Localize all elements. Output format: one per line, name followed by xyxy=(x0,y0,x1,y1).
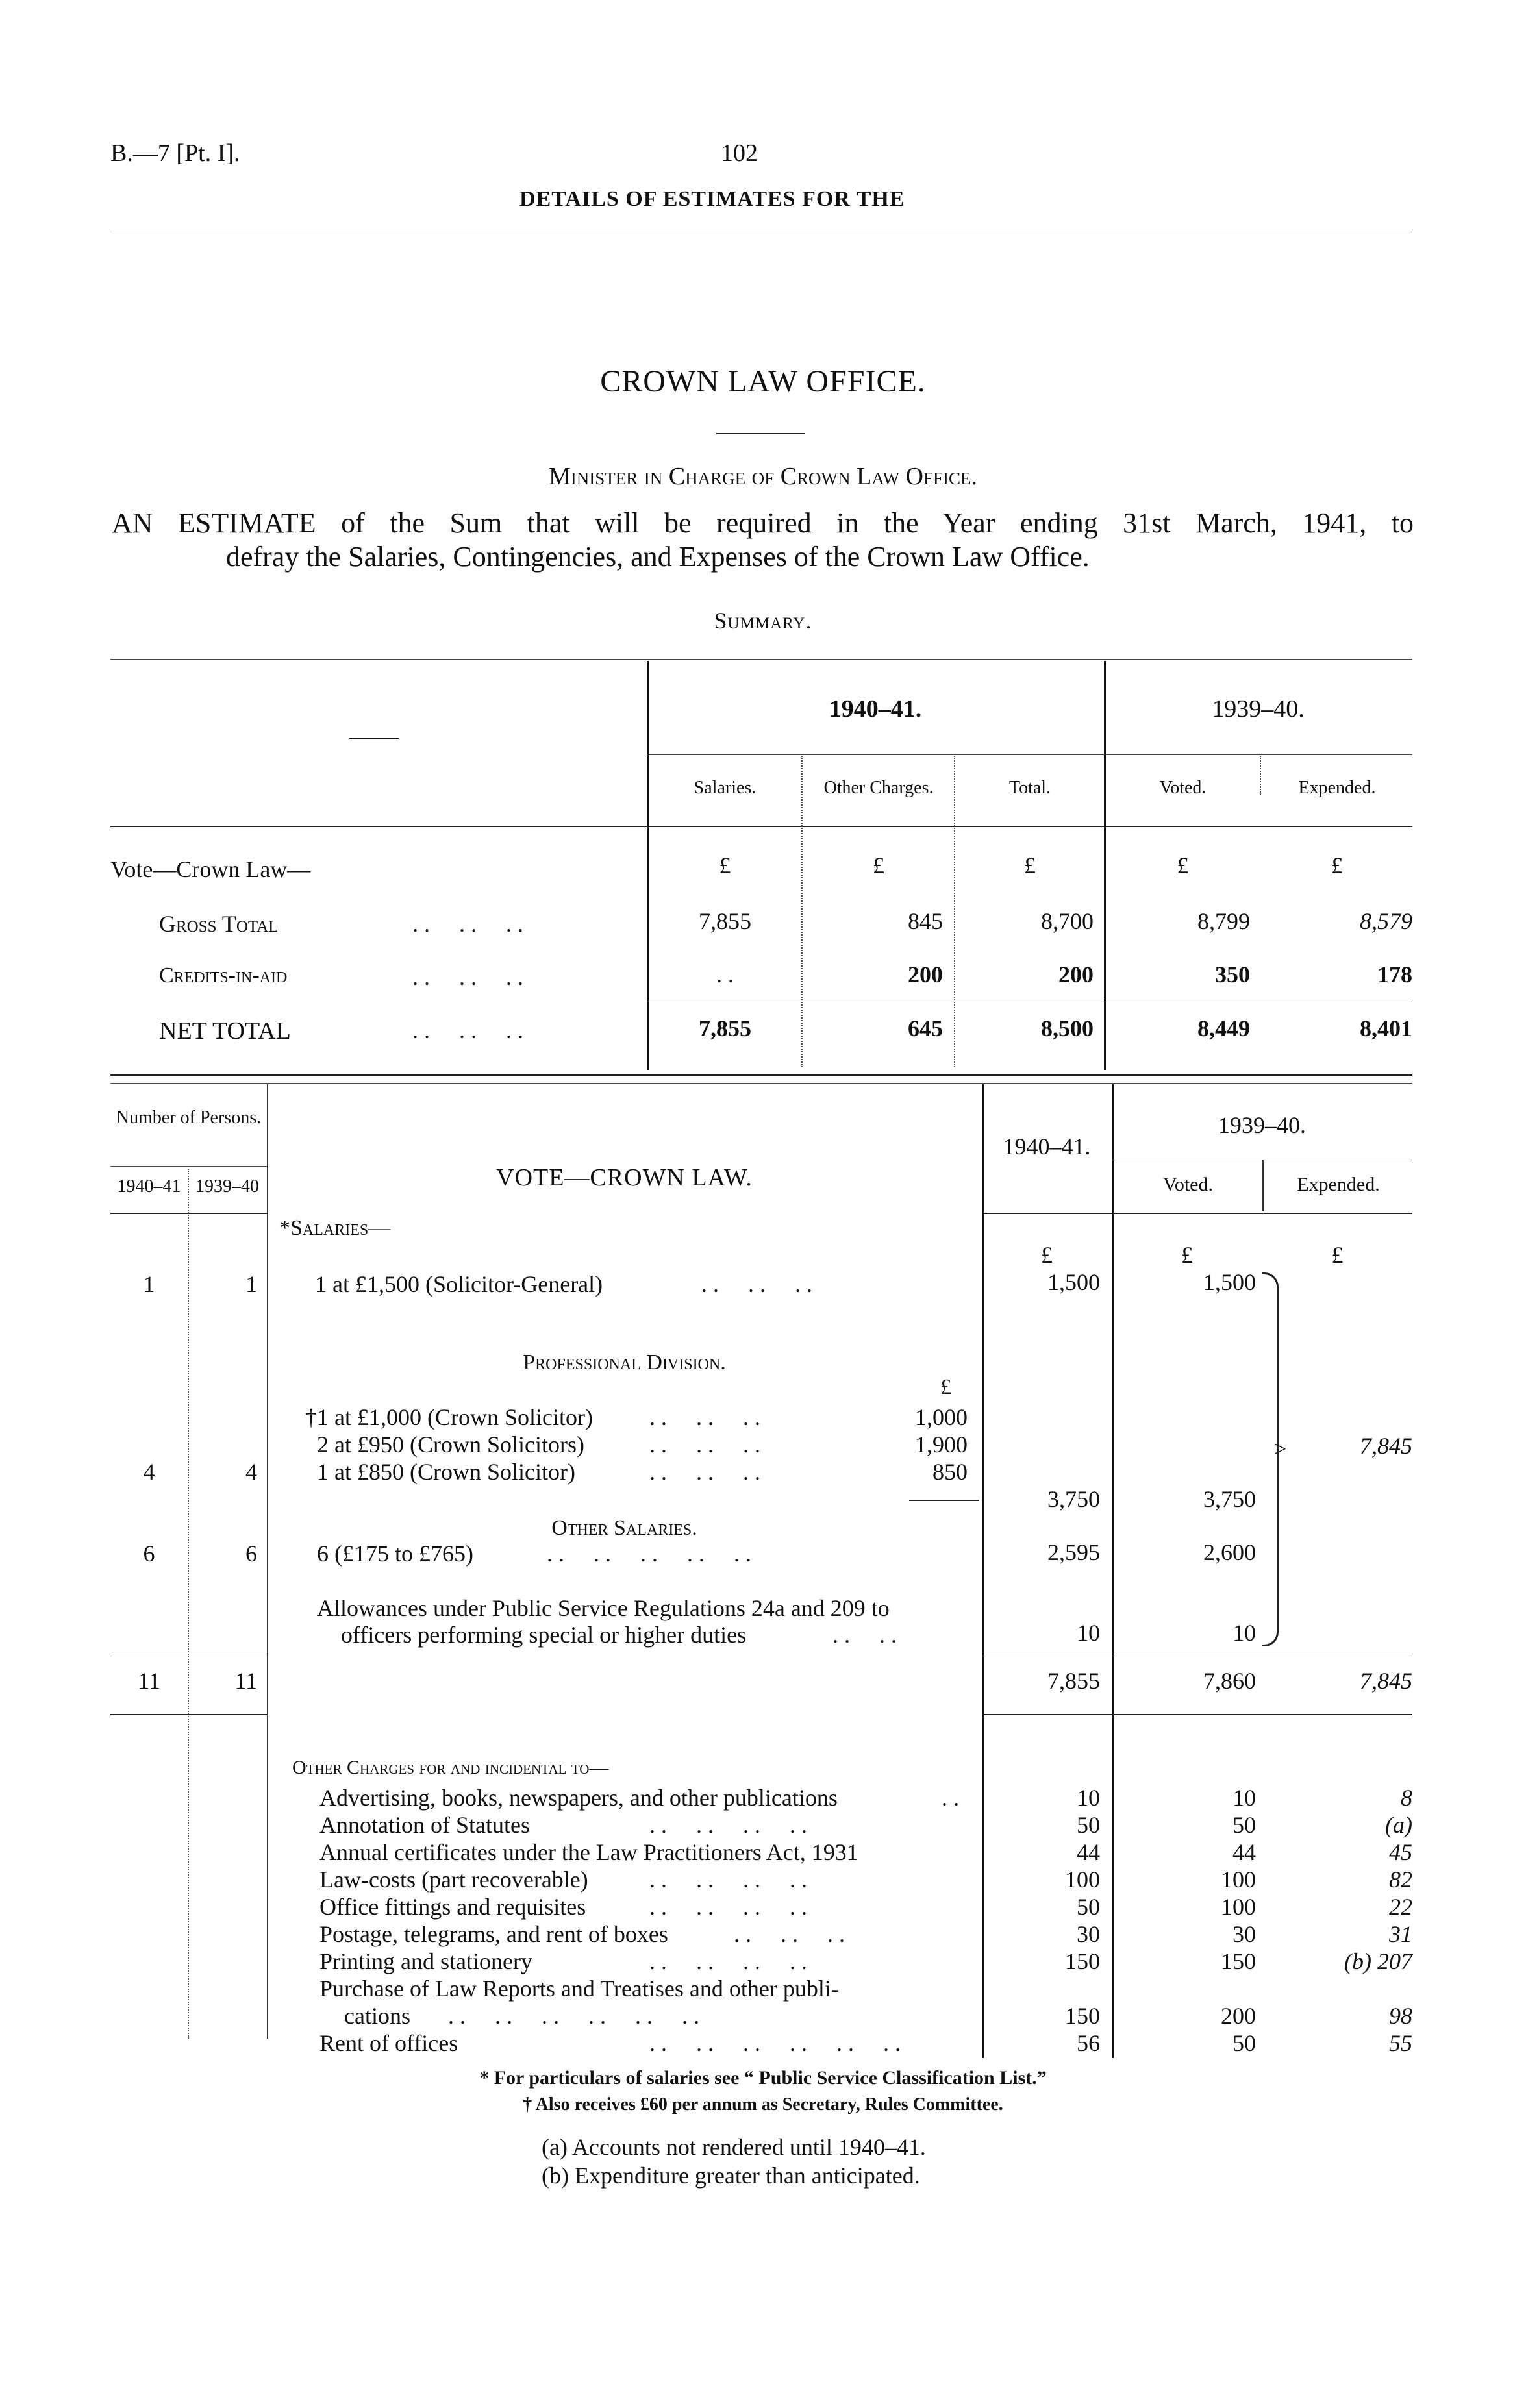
persons-1939: 1 xyxy=(245,1271,257,1297)
persons-1940: 1 xyxy=(143,1271,155,1297)
detail-vline-voted xyxy=(1262,1160,1264,1211)
persons-total-1940: 11 xyxy=(138,1668,160,1694)
detail-col-voted: Voted. xyxy=(1163,1174,1213,1195)
other-charge-voted: 150 xyxy=(1221,1948,1256,1974)
professional-item-dots: . . . . . . xyxy=(649,1432,760,1458)
summary-dash: —— xyxy=(349,723,399,750)
summary-col-voted: Voted. xyxy=(1159,778,1207,798)
allowances-dots: . . . . xyxy=(832,1622,897,1648)
other-charge-voted: 44 xyxy=(1232,1839,1256,1865)
other-charge-current: 150 xyxy=(1065,2003,1100,2029)
other-charge-current: 50 xyxy=(1077,1812,1100,1838)
summary-currency-expended: £ xyxy=(1331,852,1343,878)
other-charge-voted: 50 xyxy=(1232,2030,1256,2056)
summary-cell-other: 645 xyxy=(908,1015,943,1041)
other-charges-heading: Other Charges for and incidental to— xyxy=(292,1757,609,1778)
salaries-total-bottom-rule xyxy=(984,1714,1412,1715)
detail-top-rule xyxy=(110,1083,1412,1084)
summary-currency-voted: £ xyxy=(1177,852,1189,878)
detail-vline-persons xyxy=(267,1084,268,2039)
brace-point-icon: > xyxy=(1274,1437,1287,1461)
summary-col-salaries: Salaries. xyxy=(694,778,757,798)
other-charge-label: Advertising, books, newspapers, and other publications xyxy=(319,1785,838,1811)
allowances-current: 10 xyxy=(1077,1620,1100,1646)
other-charge-label: Purchase of Law Reports and Treatises and other publi- xyxy=(319,1976,839,2002)
amount-voted: 1,500 xyxy=(1203,1269,1256,1295)
professional-item-amount: 1,000 xyxy=(915,1404,968,1430)
other-charge-voted: 30 xyxy=(1232,1921,1256,1947)
summary-currency-salaries: £ xyxy=(719,852,731,878)
summary-subheader-rule xyxy=(649,754,1412,755)
summary-year-current: 1940–41. xyxy=(829,695,922,723)
persons-subheader-rule xyxy=(110,1166,267,1167)
persons-col-1940: 1940–41 xyxy=(117,1176,181,1197)
other-charge-current: 100 xyxy=(1065,1867,1100,1893)
running-title: DETAILS OF ESTIMATES FOR THE xyxy=(519,187,905,211)
detail-col-expended: Expended. xyxy=(1297,1174,1380,1195)
summary-cell-salaries: 7,855 xyxy=(699,1015,751,1041)
professional-division-heading: Professional Division. xyxy=(523,1350,726,1374)
professional-item: †1 at £1,000 (Crown Solicitor) xyxy=(305,1404,593,1430)
summary-cell-total: 8,500 xyxy=(1041,1015,1094,1041)
summary-col-expended: Expended. xyxy=(1298,778,1376,798)
other-charge-label: Printing and stationery xyxy=(319,1948,532,1974)
summary-top-rule xyxy=(110,659,1412,660)
detail-year-current: 1940–41. xyxy=(1003,1134,1091,1160)
other-charge-expended: 98 xyxy=(1389,2003,1412,2029)
other-charge-dots: . . xyxy=(942,1785,959,1811)
document-reference: B.—7 [Pt. I]. xyxy=(110,140,240,167)
other-charge-label: Annotation of Statutes xyxy=(319,1812,530,1838)
other-charge-dots: . . . . . . . . xyxy=(649,1948,807,1974)
amount-voted: 2,600 xyxy=(1203,1539,1256,1565)
summary-currency-total: £ xyxy=(1024,852,1036,878)
other-charge-expended: (b) 207 xyxy=(1344,1948,1412,1974)
other-charge-voted: 200 xyxy=(1221,2003,1256,2029)
summary-year-previous: 1939–40. xyxy=(1212,695,1305,723)
professional-item-amount: 1,900 xyxy=(915,1432,968,1458)
summary-col-total: Total. xyxy=(1008,778,1051,798)
detail-currency-expended: £ xyxy=(1331,1242,1344,1268)
professional-item: 2 at £950 (Crown Solicitors) xyxy=(317,1432,584,1458)
footnote-b: (b) Expenditure greater than anticipated. xyxy=(542,2163,920,2189)
other-charge-expended: 45 xyxy=(1389,1839,1412,1865)
persons-1940: 4 xyxy=(143,1459,155,1485)
other-charge-expended: 8 xyxy=(1401,1785,1412,1811)
other-charge-current: 50 xyxy=(1077,1894,1100,1920)
summary-cell-expended: 8,401 xyxy=(1360,1015,1412,1041)
salary-item: 1 at £1,500 (Solicitor-General) xyxy=(315,1271,603,1297)
salary-item-dots: . . . . . . . . . . xyxy=(547,1541,751,1567)
summary-row-label: Credits-in-aid xyxy=(159,963,288,987)
summary-cell-voted: 8,799 xyxy=(1197,908,1250,934)
summary-col-other: Other Charges. xyxy=(823,778,934,798)
summary-cell-salaries: . . xyxy=(716,962,734,987)
other-charge-current: 30 xyxy=(1077,1921,1100,1947)
persons-col-1939: 1939–40 xyxy=(195,1176,259,1197)
summary-cell-voted: 8,449 xyxy=(1197,1015,1250,1041)
other-charge-current: 56 xyxy=(1077,2030,1100,2056)
professional-item-dots: . . . . . . xyxy=(649,1459,760,1485)
summary-row-dots: . . . . . . xyxy=(412,911,523,937)
summary-vline-voted xyxy=(1260,756,1261,795)
professional-current: 3,750 xyxy=(1047,1486,1100,1512)
persons-total-bottom-rule xyxy=(110,1714,267,1715)
persons-1939: 4 xyxy=(245,1459,257,1485)
other-charge-current: 150 xyxy=(1065,1948,1100,1974)
other-salaries-heading: Other Salaries. xyxy=(551,1516,697,1540)
estimate-line-1: AN ESTIMATE of the Sum that will be required in the Year ending 31st March, 1941, to xyxy=(112,507,1414,539)
salary-item-dots: . . . . . . xyxy=(701,1271,812,1297)
summary-vline-salaries xyxy=(801,756,803,1067)
other-charge-expended: 55 xyxy=(1389,2030,1412,2056)
detail-header-rule xyxy=(984,1213,1412,1214)
summary-row-label: NET TOTAL xyxy=(159,1017,291,1045)
professional-item-dots: . . . . . . xyxy=(649,1404,760,1430)
other-charge-voted: 100 xyxy=(1221,1867,1256,1893)
detail-currency-current: £ xyxy=(1041,1242,1053,1268)
other-charge-voted: 100 xyxy=(1221,1894,1256,1920)
detail-vline-persons-mid xyxy=(188,1169,189,2039)
amount-current: 1,500 xyxy=(1047,1269,1100,1295)
amount-current: 2,595 xyxy=(1047,1539,1100,1565)
other-charge-label: Postage, telegrams, and rent of boxes xyxy=(319,1921,668,1947)
other-charge-dots: . . . . . . . . xyxy=(649,1867,807,1893)
page-number: 102 xyxy=(721,140,758,167)
estimate-line-2: defray the Salaries, Contingencies, and Expenses of the Crown Law Office. xyxy=(226,541,1090,573)
persons-total-1939: 11 xyxy=(234,1668,257,1694)
other-charge-label: Office fittings and requisites xyxy=(319,1894,586,1920)
other-charge-dots: . . . . . . . . xyxy=(649,1812,807,1838)
other-charge-expended: 22 xyxy=(1389,1894,1412,1920)
title-rule xyxy=(716,433,805,434)
professional-item-amount: 850 xyxy=(932,1459,968,1485)
summary-cell-other: 845 xyxy=(908,908,943,934)
professional-subtotal-rule xyxy=(909,1500,979,1501)
other-charge-expended: (a) xyxy=(1385,1812,1412,1838)
other-charge-label: Law-costs (part recoverable) xyxy=(319,1867,588,1893)
summary-bottom-rule xyxy=(110,1074,1412,1076)
other-charge-current: 44 xyxy=(1077,1839,1100,1865)
summary-cell-salaries: 7,855 xyxy=(699,908,751,934)
other-charge-voted: 10 xyxy=(1232,1785,1256,1811)
detail-year-previous: 1939–40. xyxy=(1218,1112,1306,1138)
minister-heading: Minister in Charge of Crown Law Office. xyxy=(549,463,977,490)
other-charge-current: 10 xyxy=(1077,1785,1100,1811)
summary-cell-expended: 178 xyxy=(1377,962,1412,987)
summary-vote-label: Vote—Crown Law— xyxy=(110,856,311,882)
other-charge-dots: . . . . . . xyxy=(734,1921,845,1947)
summary-heading: Summary. xyxy=(714,608,812,634)
summary-cell-other: 200 xyxy=(908,962,943,987)
other-charge-dots: . . . . . . . . . . . . xyxy=(649,2030,901,2056)
summary-row-label: Gross Total xyxy=(159,911,279,937)
salaries-total-expended: 7,845 xyxy=(1360,1668,1412,1694)
other-charge-label: Rent of offices xyxy=(319,2030,458,2056)
allowances-voted: 10 xyxy=(1232,1620,1256,1646)
summary-row-dots: . . . . . . xyxy=(412,964,523,990)
office-title: CROWN LAW OFFICE. xyxy=(600,364,926,399)
summary-row-dots: . . . . . . xyxy=(412,1017,523,1043)
summary-cell-total: 8,700 xyxy=(1041,908,1094,934)
other-charge-dots: . . . . . . . . xyxy=(649,1894,807,1920)
allowances-line-1: Allowances under Public Service Regulations 24a and 209 to xyxy=(317,1595,890,1621)
professional-item: 1 at £850 (Crown Solicitor) xyxy=(317,1459,575,1485)
other-charge-dots: . . . . . . . . . . . . xyxy=(448,2003,699,2029)
footnote-dagger: † Also receives £60 per annum as Secretary, Rules Committee. xyxy=(523,2094,1003,2115)
number-of-persons-heading: Number of Persons. xyxy=(116,1108,262,1128)
other-charge-voted: 50 xyxy=(1232,1812,1256,1838)
footnote-a: (a) Accounts not rendered until 1940–41. xyxy=(542,2134,926,2160)
salary-item: 6 (£175 to £765) xyxy=(317,1541,473,1567)
other-charge-expended: 82 xyxy=(1389,1867,1412,1893)
professional-currency: £ xyxy=(940,1375,951,1399)
summary-cell-voted: 350 xyxy=(1215,962,1250,987)
other-charge-expended: 31 xyxy=(1389,1921,1412,1947)
persons-1939: 6 xyxy=(245,1541,257,1567)
professional-voted: 3,750 xyxy=(1203,1486,1256,1512)
salaries-total-voted: 7,860 xyxy=(1203,1668,1256,1694)
allowances-line-2: officers performing special or higher duties xyxy=(341,1622,747,1648)
summary-currency-other: £ xyxy=(873,852,884,878)
footnote-star: * For particulars of salaries see “ Public Service Classification List.” xyxy=(479,2067,1047,2089)
salaries-total-current: 7,855 xyxy=(1047,1668,1100,1694)
vote-title: VOTE—CROWN LAW. xyxy=(496,1164,753,1191)
persons-header-rule xyxy=(110,1213,267,1214)
salaries-heading: *Salaries— xyxy=(279,1216,391,1240)
detail-currency-voted: £ xyxy=(1181,1242,1193,1268)
summary-vline-other xyxy=(954,756,955,1067)
summary-cell-total: 200 xyxy=(1058,962,1094,987)
persons-1940: 6 xyxy=(143,1541,155,1567)
other-charge-label-cont: cations xyxy=(344,2003,410,2029)
other-charge-label: Annual certificates under the Law Practitioners Act, 1931 xyxy=(319,1839,858,1865)
bracket-expended: 7,845 xyxy=(1360,1433,1412,1459)
summary-header-rule xyxy=(110,826,1412,827)
summary-cell-expended: 8,579 xyxy=(1360,908,1412,934)
